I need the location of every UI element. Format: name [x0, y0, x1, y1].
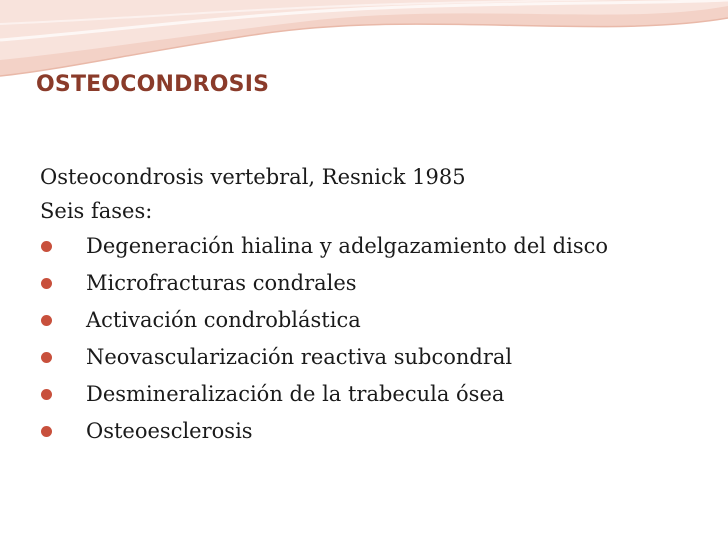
list-item-text: Activación condroblástica — [86, 308, 361, 332]
bullet-dot-icon — [41, 241, 52, 252]
slide-body — [40, 160, 700, 450]
bullet-dot-icon — [41, 389, 52, 400]
list-item — [40, 228, 700, 265]
list-item-text: Neovascularización reactiva subcondral — [86, 345, 513, 369]
intro-line: Seis fases: — [40, 199, 153, 223]
header-decoration — [0, 0, 728, 80]
list-item — [40, 302, 700, 339]
list-item-text: Desmineralización de la trabecula ósea — [86, 382, 505, 406]
list-item — [40, 376, 700, 413]
slide-title: OSTEOCONDROSIS — [36, 72, 270, 97]
list-item — [40, 339, 700, 376]
list-item-text: Degeneración hialina y adelgazamiento del disco — [86, 234, 609, 258]
phase-list — [40, 228, 700, 450]
list-item — [40, 413, 700, 450]
bullet-dot-icon — [41, 278, 52, 289]
list-item-text: Microfracturas condrales — [86, 271, 357, 295]
bullet-dot-icon — [41, 315, 52, 326]
list-item — [40, 265, 700, 302]
bullet-dot-icon — [41, 426, 52, 437]
bullet-dot-icon — [41, 352, 52, 363]
list-item-text: Osteoesclerosis — [86, 419, 253, 443]
intro-line: Osteocondrosis vertebral, Resnick 1985 — [40, 165, 466, 189]
